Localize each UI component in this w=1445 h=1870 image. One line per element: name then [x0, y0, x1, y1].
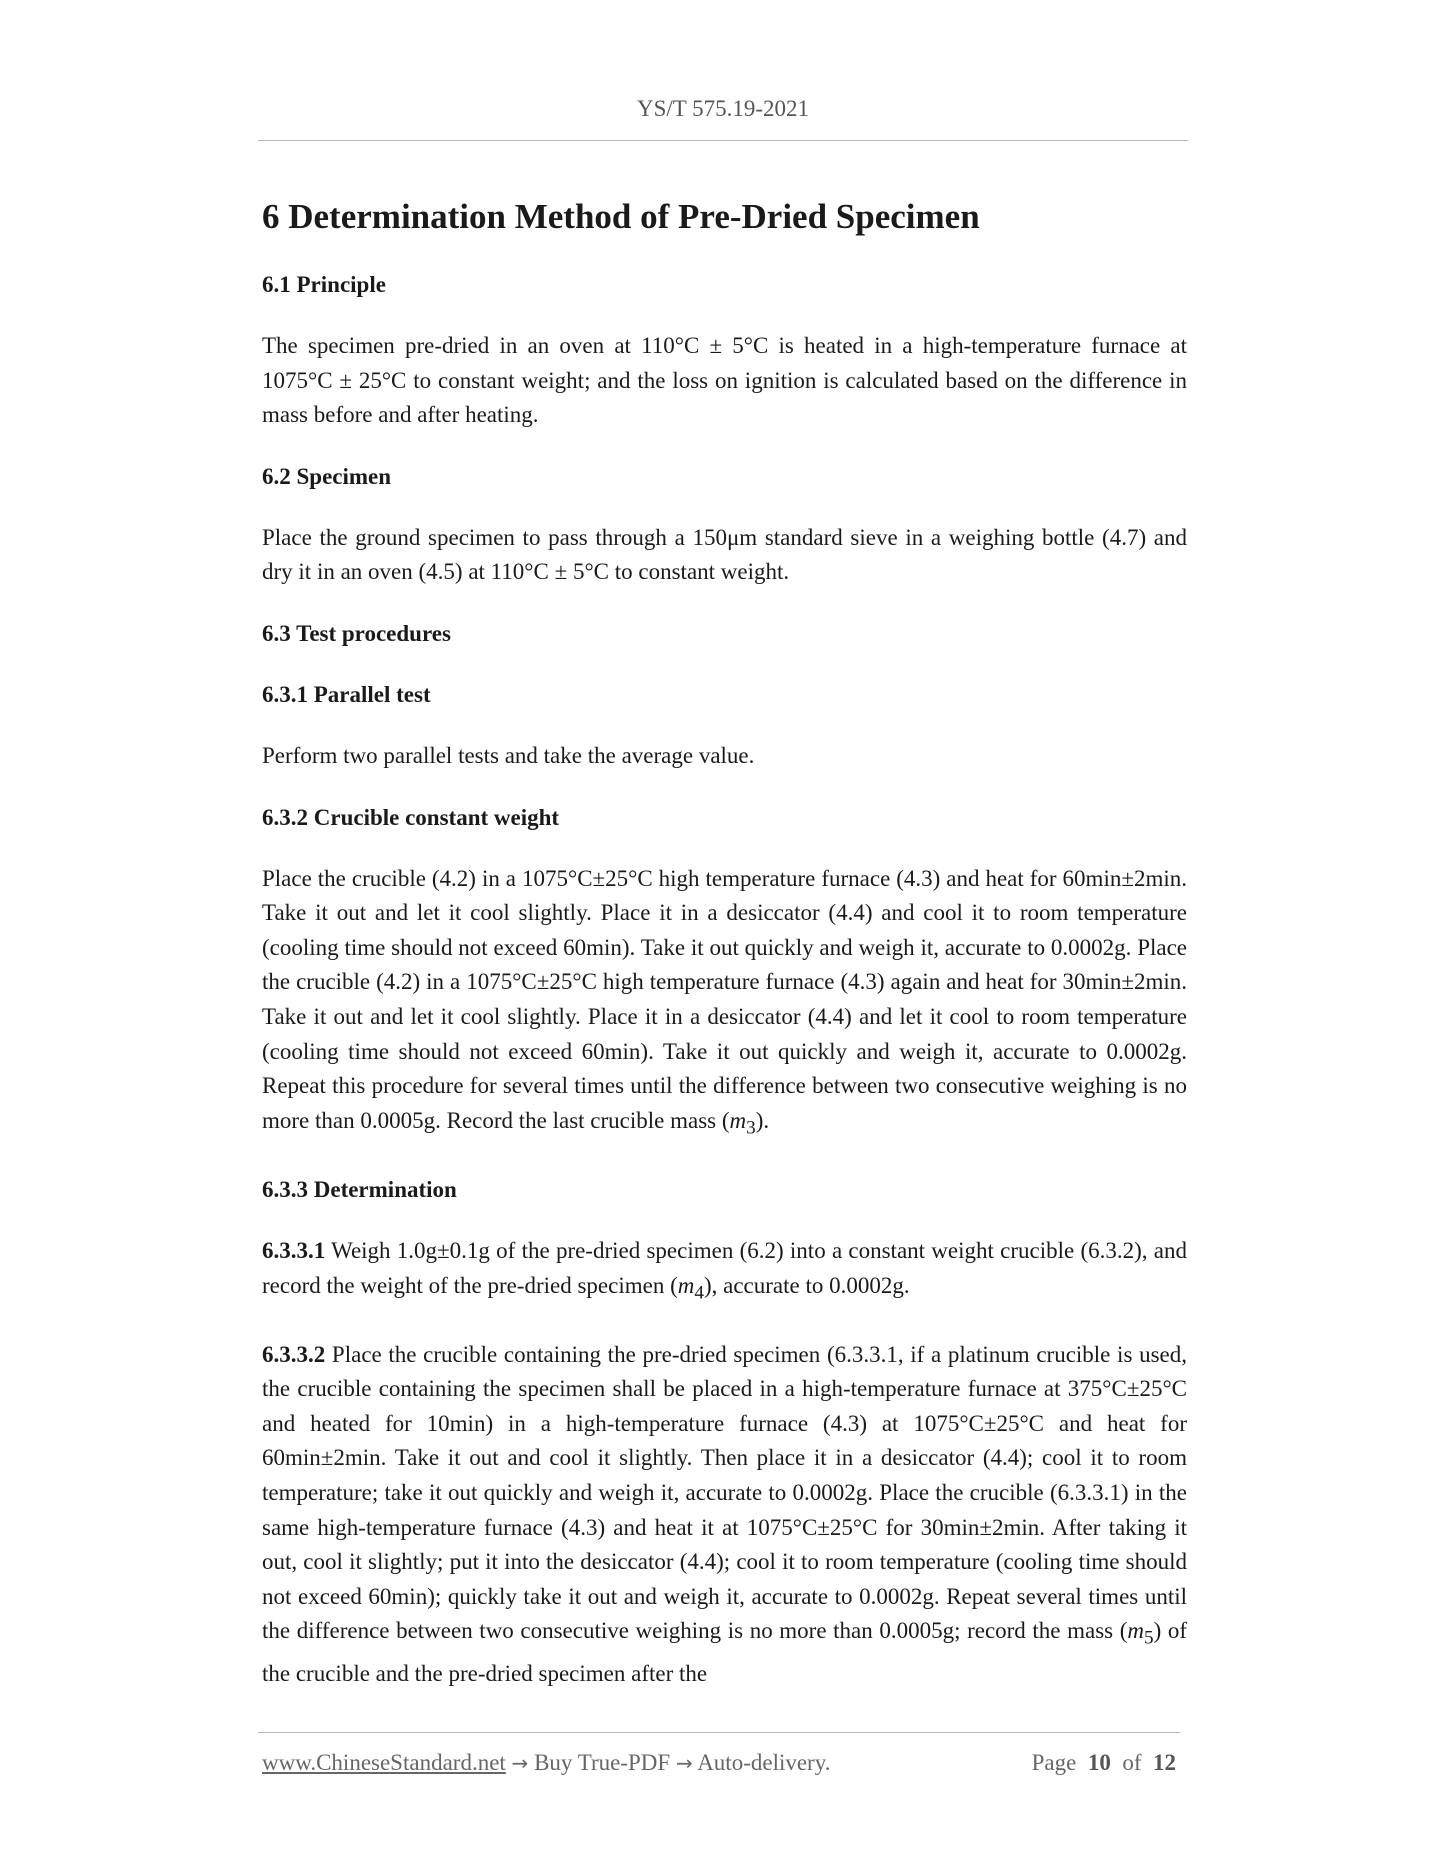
variable-m: m: [729, 1107, 747, 1133]
heading-principle: 6.1 Principle: [262, 272, 386, 297]
variable-subscript: 5: [1144, 1628, 1154, 1650]
paragraph-step-6-3-3-1: 6.3.3.1 Weigh 1.0g±0.1g of the pre-dried specimen (6.2) into a constant weight crucible (6.3.2), and record the weight of the pre-dried specimen $(m_4)$, accurate to 0.0002g.: [262, 1237, 1187, 1304]
variable-subscript: 3: [746, 1117, 756, 1139]
paragraph-specimen: Place the ground specimen to pass through a 150μm standard sieve in a weighing bottle (4.7) and dry it in an oven (4.5) at 110°C ± 5°C to constant weight.: [262, 524, 1187, 585]
paragraph-crucible-weight: Place the crucible (4.2) in a 1075°C±25°C high temperature furnace (4.3) and heat for 60min±2min. Take it out and let it cool slightly. Place it in a desiccator (4.4) and cool it to room temperature (cooling time should not exceed 60min). Take it out quickly and weigh it, accurate to 0.0002g. Place the crucible (4.2) in a 1075°C±25°C high temperature furnace (4.3) again and heat for 30min±2min. Take it out and let it cool slightly. Place it in a desiccator (4.4) and let it cool to room temperature (cooling time should not exceed 60min). Take it out quickly and weigh it, accurate to 0.0002g. Repeat this procedure for several times until the difference between two consecutive weighing is no more than 0.0005g. Record the last crucible mass $(m_3)$.: [262, 865, 1187, 1139]
document-id-header: YS/T 575.19-2021: [636, 96, 810, 121]
current-page: 10: [1087, 1750, 1111, 1775]
page-footer: [262, 1750, 1180, 1784]
variable-m: m: [1127, 1618, 1144, 1644]
heading-determination: 6.3.3 Determination: [262, 1176, 457, 1202]
footer-divider: [258, 1732, 1180, 1733]
paragraph-step-6-3-3-2: 6.3.3.2 Place the crucible containing the pre-dried specimen (6.3.3.1, if a platinum crucible is used, the crucible containing the specimen shall be placed in a high-temperature furnace at 375°C±25°C and heated for 10min) in a high-temperature furnace (4.3) at 1075°C±25°C and heat for 60min±2min. Take it out and cool it slightly. Then place it in a desiccator (4.4); cool it to room temperature; take it out quickly and weigh it, accurate to 0.0002g. Place the crucible (6.3.3.1) in the same high-temperature furnace (4.3) and heat it at 1075°C±25°C for 30min±2min. After taking it out, cool it slightly; put it into the desiccator (4.4); cool it to room temperature (cooling time should not exceed 60min); quickly take it out and weigh it, accurate to 0.0002g. Repeat several times until the difference between two consecutive weighing is no more than 0.0005g; record the mass $(m_5)$ of the crucible and the pre-dried specimen after the: [262, 1341, 1187, 1686]
page-content: [262, 190, 1187, 1691]
arrow-right-icon: →: [675, 1751, 693, 1775]
header-divider: [258, 140, 1188, 141]
heading-parallel-test: 6.3.1 Parallel test: [262, 681, 431, 707]
buy-text: Buy True-PDF: [528, 1750, 676, 1775]
total-pages: 12: [1153, 1750, 1176, 1775]
paragraph-parallel-test: Perform two parallel tests and take the average value.: [262, 742, 755, 768]
clause-label: 6.3.3.1: [262, 1237, 326, 1263]
paragraph-principle: The specimen pre-dried in an oven at 110°C ± 5°C is heated in a high-temperature furnace at 1075°C ± 25°C to constant weight; and the loss on ignition is calculated based on the difference in mass before and after heating.: [262, 333, 1187, 428]
variable-subscript: 4: [694, 1282, 704, 1304]
footer-promo: [262, 1750, 830, 1776]
heading-test-procedures: 6.3 Test procedures: [262, 620, 451, 646]
heading-crucible-weight: 6.3.2 Crucible constant weight: [262, 804, 560, 830]
page-number: Page 10 of 12: [1031, 1750, 1176, 1775]
section-title: 6 Determination Method of Pre-Dried Specimen: [262, 197, 980, 236]
arrow-right-icon: →: [511, 1751, 529, 1775]
clause-label: 6.3.3.2: [262, 1341, 326, 1367]
site-link[interactable]: www.ChineseStandard.net: [262, 1750, 506, 1775]
delivery-text: Auto-delivery.: [692, 1750, 831, 1775]
heading-specimen: 6.2 Specimen: [262, 463, 392, 489]
variable-m: m: [677, 1272, 695, 1298]
